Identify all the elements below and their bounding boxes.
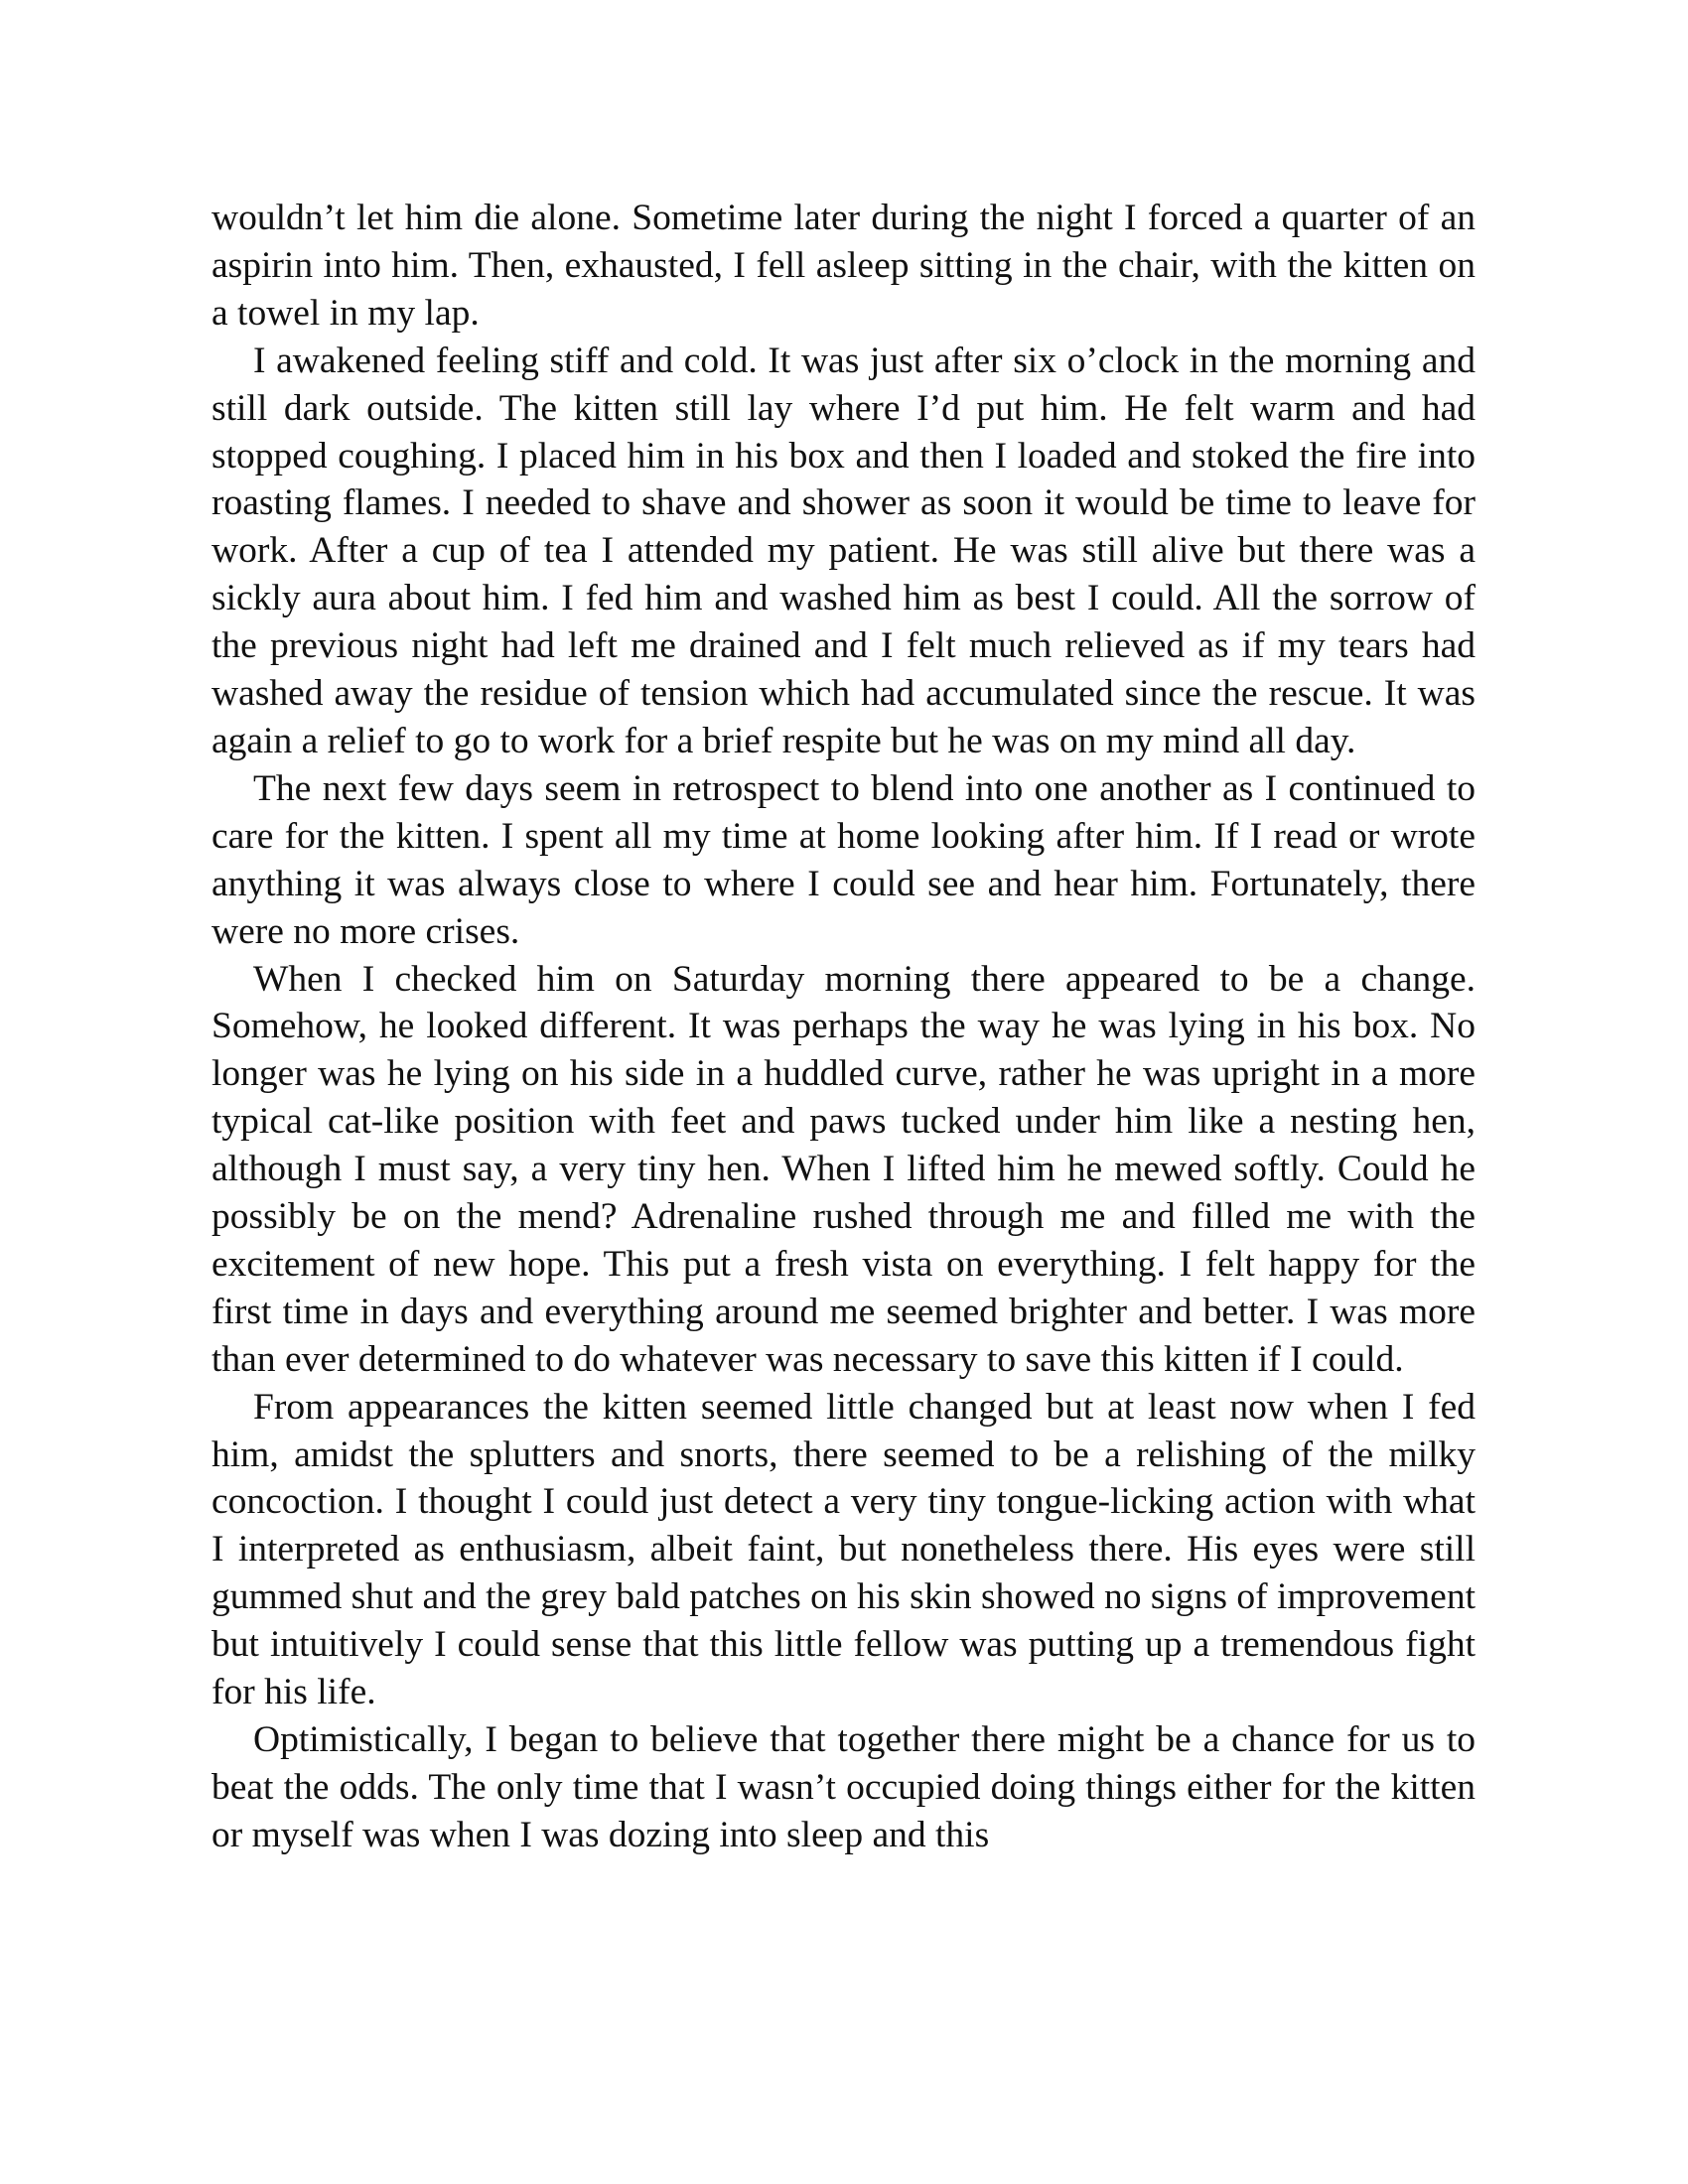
body-text: [211, 195, 1476, 1859]
paragraph-5: From appearances the kitten seemed little changed but at least now when I fed him, amidst the splutters and snorts, there seemed to be a relishing of the milky concoction. I thought I could just detect a very tiny tongue-licking action with what I interpreted as enthusiasm, albeit faint, but nonetheless there. His eyes were still gummed shut and the grey bald patches on his skin showed no signs of improvement but intuitively I could sense that this little fellow was putting up a tremendous fight for his life.: [211, 1386, 1476, 1713]
paragraph-4: When I checked him on Saturday morning there appeared to be a change. Somehow, he looked different. It was perhaps the way he was lying in his box. No longer was he lying on his side in a huddled curve, rather he was upright in a more typical cat-like position with feet and paws tucked under him like a nesting hen, although I must say, a very tiny hen. When I lifted him he mewed softly. Could he possibly be on the mend? Adrenaline rushed through me and filled me with the excitement of new hope. This put a fresh vista on everything. I felt happy for the first time in days and everything around me seemed brighter and better. I was more than ever determined to do whatever was necessary to save this kitten if I could.: [211, 958, 1476, 1380]
paragraph-2: I awakened feeling stiff and cold. It was just after six o’clock in the morning and still dark outside. The kitten still lay where I’d put him. He felt warm and had stopped coughing. I placed him in his box and then I loaded and stoked the fire into roasting flames. I needed to shave and shower as soon it would be time to leave for work. After a cup of tea I attended my patient. He was still alive but there was a sickly aura about him. I fed him and washed him as best I could. All the sorrow of the previous night had left me drained and I felt much relieved as if my tears had washed away the residue of tension which had accumulated since the rescue. It was again a relief to go to work for a brief respite but he was on my mind all day.: [211, 340, 1476, 761]
paragraph-3: The next few days seem in retrospect to blend into one another as I continued to care for the kitten. I spent all my time at home looking after him. If I read or wrote anything it was always close to where I could see and hear him. Fortunately, there were no more crises.: [211, 767, 1476, 952]
paragraph-1: wouldn’t let him die alone. Sometime later during the night I forced a quarter of an aspirin into him. Then, exhausted, I fell asleep sitting in the chair, with the kitten on a towel in my lap.: [211, 198, 1476, 334]
paragraph-6: Optimistically, I began to believe that together there might be a chance for us to beat the odds. The only time that I wasn’t occupied doing things either for the kitten or myself was when I was dozing into sleep and this: [211, 1719, 1476, 1855]
